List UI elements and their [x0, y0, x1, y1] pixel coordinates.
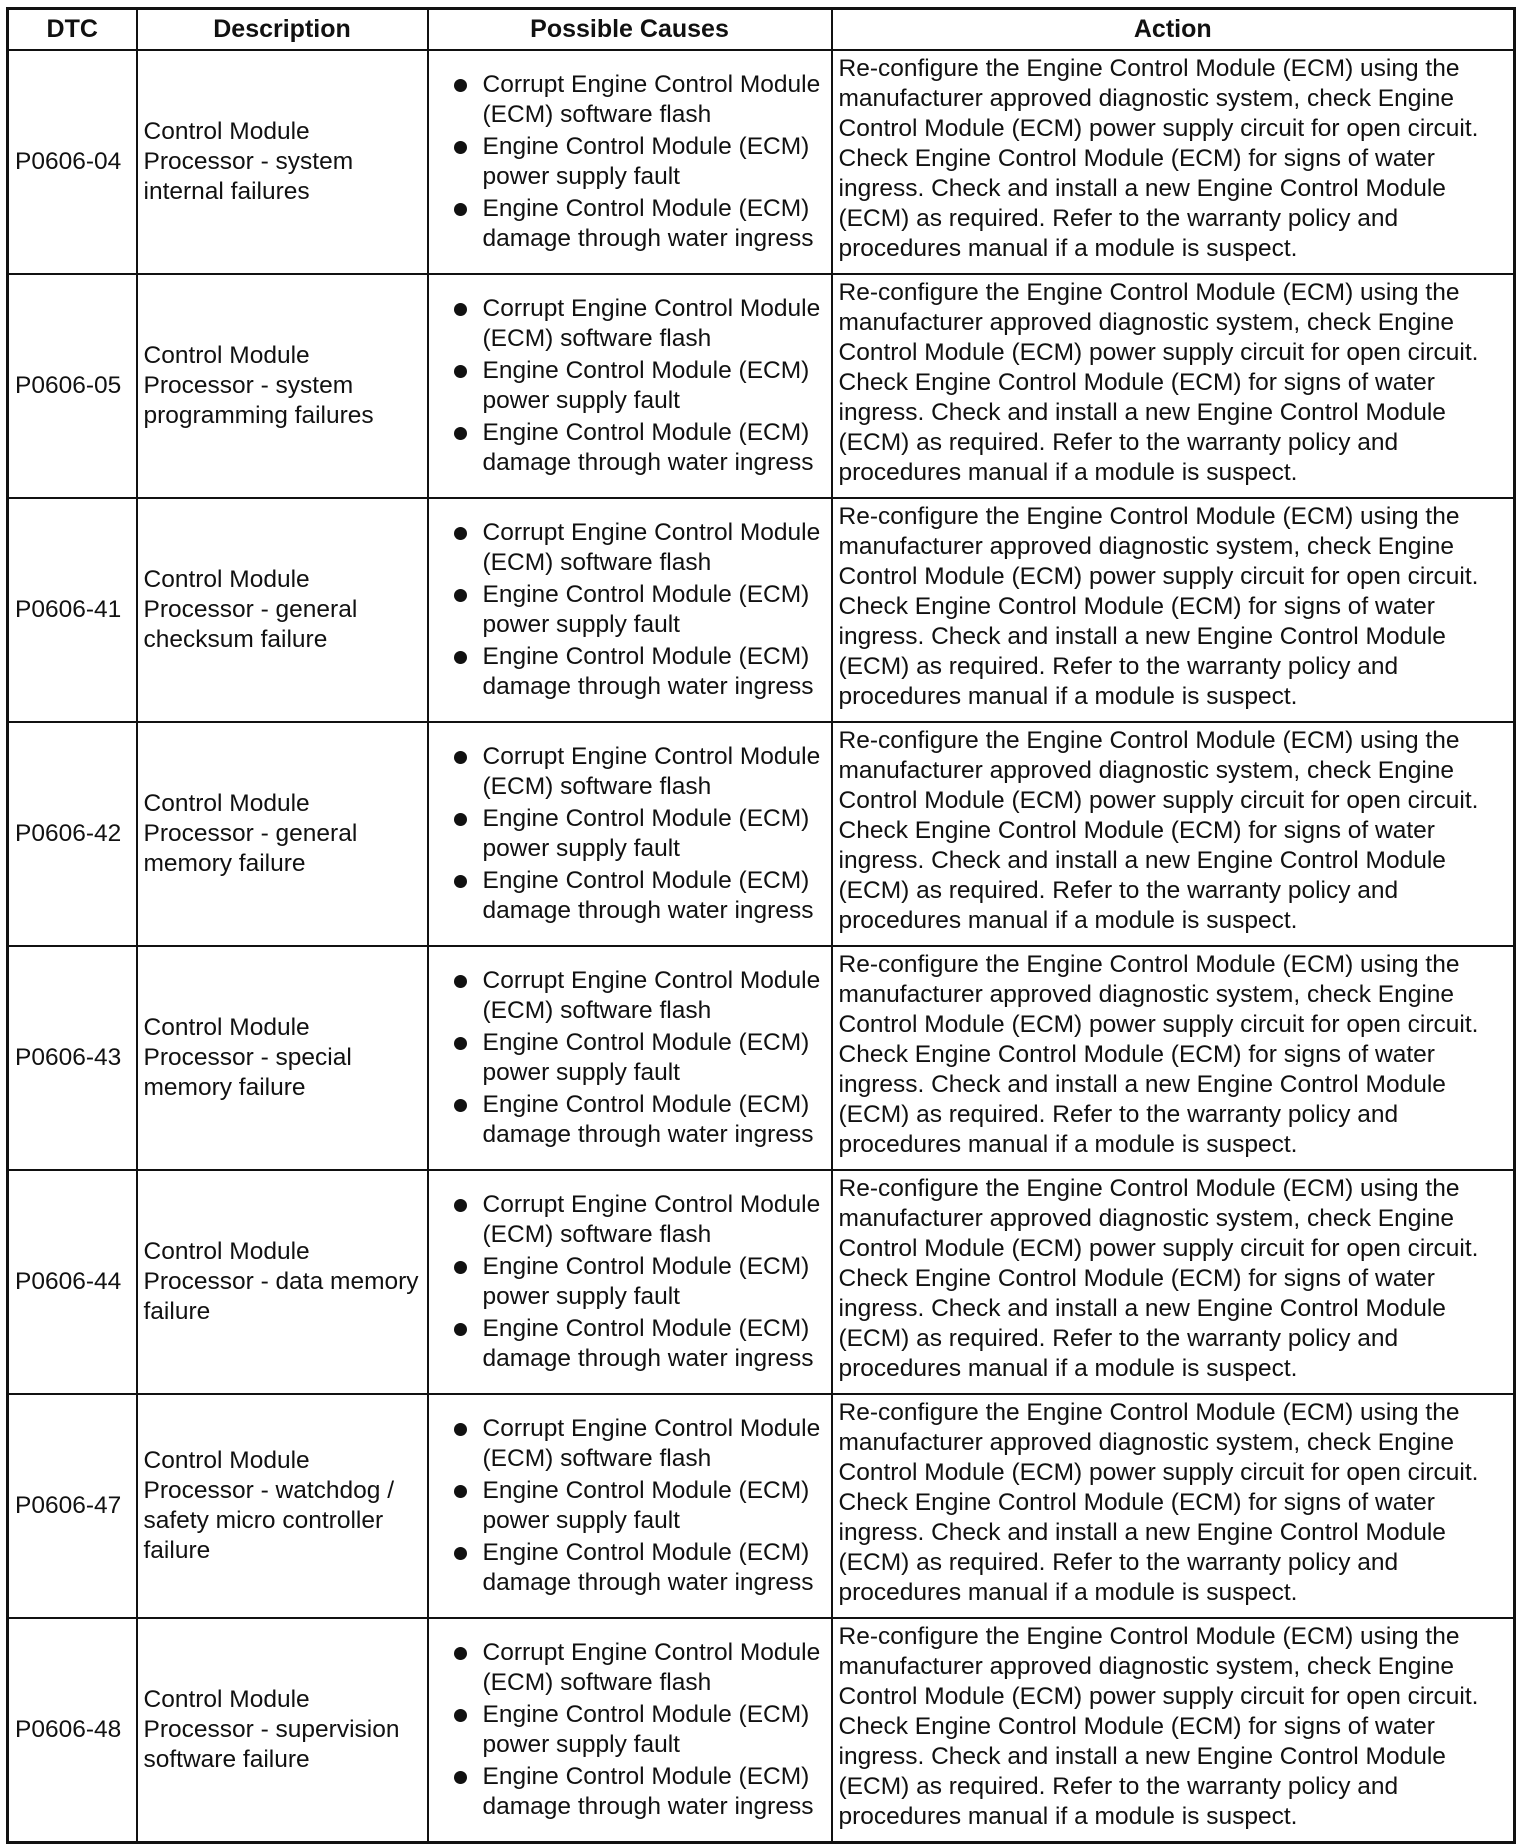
possible-causes-cell [428, 274, 832, 498]
possible-causes-cell [428, 50, 832, 274]
cause-text: Engine Control Module (ECM) power supply fault [482, 1477, 810, 1534]
action-text: Re-configure the Engine Control Module (ECM) using the manufacturer approved diagnostic system, check Engine Control Module (ECM) power supply circuit for open circuit. Check Engine Control Module (ECM) for signs of water ingress. Check and install a new Engine Control Module (ECM) as required. Refer to the warranty policy and procedures manual if a module is suspect. [832, 1170, 1515, 1394]
cause-item [451, 1476, 827, 1536]
cause-text: Engine Control Module (ECM) power supply fault [482, 805, 810, 862]
cause-list [451, 742, 827, 926]
cause-item [451, 1252, 827, 1312]
cause-text: Engine Control Module (ECM) damage through water ingress [482, 195, 814, 252]
cause-item [451, 1190, 827, 1250]
cause-item [451, 356, 827, 416]
table-row [8, 1394, 1515, 1618]
cause-list [451, 1414, 827, 1598]
cause-item [451, 1028, 827, 1088]
cause-list [451, 966, 827, 1150]
cause-text: Corrupt Engine Control Module (ECM) software flash [482, 1639, 821, 1696]
cause-item [451, 580, 827, 640]
table-row [8, 722, 1515, 946]
dtc-table [6, 7, 1516, 1844]
cause-text: Engine Control Module (ECM) power supply fault [482, 581, 810, 638]
bullet-icon [454, 1423, 467, 1436]
bullet-icon [454, 1709, 467, 1722]
cause-text: Corrupt Engine Control Module (ECM) software flash [482, 1191, 821, 1248]
possible-causes-cell [428, 722, 832, 946]
cause-text: Engine Control Module (ECM) damage through water ingress [482, 643, 814, 700]
cause-list [451, 1190, 827, 1374]
cause-text: Engine Control Module (ECM) damage through water ingress [482, 1091, 814, 1148]
cause-text: Engine Control Module (ECM) damage through water ingress [482, 1763, 814, 1820]
dtc-description: Control Module Processor - special memory failure [137, 946, 428, 1170]
possible-causes-cell [428, 1618, 832, 1843]
possible-causes-cell [428, 1394, 832, 1618]
cause-item [451, 1762, 827, 1822]
cause-text: Engine Control Module (ECM) power supply fault [482, 1029, 810, 1086]
cause-text: Engine Control Module (ECM) damage through water ingress [482, 1315, 814, 1372]
header-possible-causes: Possible Causes [428, 9, 832, 51]
cause-item [451, 418, 827, 478]
header-dtc: DTC [8, 9, 137, 51]
bullet-icon [454, 1485, 467, 1498]
bullet-icon [454, 427, 467, 440]
bullet-icon [454, 527, 467, 540]
cause-item [451, 70, 827, 130]
header-description: Description [137, 9, 428, 51]
cause-list [451, 294, 827, 478]
dtc-description: Control Module Processor - supervision software failure [137, 1618, 428, 1843]
dtc-code: P0606-43 [8, 946, 137, 1170]
bullet-icon [454, 203, 467, 216]
cause-item [451, 804, 827, 864]
header-action: Action [832, 9, 1515, 51]
bullet-icon [454, 1199, 467, 1212]
cause-item [451, 518, 827, 578]
bullet-icon [454, 79, 467, 92]
action-text: Re-configure the Engine Control Module (ECM) using the manufacturer approved diagnostic system, check Engine Control Module (ECM) power supply circuit for open circuit. Check Engine Control Module (ECM) for signs of water ingress. Check and install a new Engine Control Module (ECM) as required. Refer to the warranty policy and procedures manual if a module is suspect. [832, 946, 1515, 1170]
bullet-icon [454, 875, 467, 888]
dtc-code: P0606-41 [8, 498, 137, 722]
dtc-code: P0606-47 [8, 1394, 137, 1618]
cause-text: Corrupt Engine Control Module (ECM) software flash [482, 519, 821, 576]
possible-causes-cell [428, 498, 832, 722]
bullet-icon [454, 975, 467, 988]
bullet-icon [454, 303, 467, 316]
cause-item [451, 1090, 827, 1150]
bullet-icon [454, 1323, 467, 1336]
cause-item [451, 1314, 827, 1374]
dtc-description: Control Module Processor - system programming failures [137, 274, 428, 498]
table-row [8, 274, 1515, 498]
table-row [8, 946, 1515, 1170]
dtc-description: Control Module Processor - data memory failure [137, 1170, 428, 1394]
dtc-code: P0606-42 [8, 722, 137, 946]
dtc-description: Control Module Processor - watchdog / safety micro controller failure [137, 1394, 428, 1618]
cause-item [451, 194, 827, 254]
bullet-icon [454, 1647, 467, 1660]
cause-list [451, 70, 827, 254]
dtc-description: Control Module Processor - system internal failures [137, 50, 428, 274]
dtc-code: P0606-48 [8, 1618, 137, 1843]
dtc-code: P0606-44 [8, 1170, 137, 1394]
table-row [8, 1618, 1515, 1843]
dtc-description: Control Module Processor - general checksum failure [137, 498, 428, 722]
action-text: Re-configure the Engine Control Module (ECM) using the manufacturer approved diagnostic system, check Engine Control Module (ECM) power supply circuit for open circuit. Check Engine Control Module (ECM) for signs of water ingress. Check and install a new Engine Control Module (ECM) as required. Refer to the warranty policy and procedures manual if a module is suspect. [832, 1394, 1515, 1618]
cause-item [451, 132, 827, 192]
dtc-code: P0606-04 [8, 50, 137, 274]
bullet-icon [454, 589, 467, 602]
bullet-icon [454, 1037, 467, 1050]
header-row [8, 9, 1515, 51]
cause-text: Engine Control Module (ECM) damage through water ingress [482, 1539, 814, 1596]
cause-item [451, 1414, 827, 1474]
cause-item [451, 966, 827, 1026]
cause-item [451, 1700, 827, 1760]
possible-causes-cell [428, 946, 832, 1170]
table-body [8, 50, 1515, 1843]
bullet-icon [454, 1547, 467, 1560]
bullet-icon [454, 751, 467, 764]
table-row [8, 1170, 1515, 1394]
bullet-icon [454, 141, 467, 154]
cause-list [451, 1638, 827, 1822]
bullet-icon [454, 813, 467, 826]
action-text: Re-configure the Engine Control Module (ECM) using the manufacturer approved diagnostic system, check Engine Control Module (ECM) power supply circuit for open circuit. Check Engine Control Module (ECM) for signs of water ingress. Check and install a new Engine Control Module (ECM) as required. Refer to the warranty policy and procedures manual if a module is suspect. [832, 498, 1515, 722]
cause-item [451, 294, 827, 354]
cause-item [451, 866, 827, 926]
cause-list [451, 518, 827, 702]
cause-text: Engine Control Module (ECM) power supply fault [482, 1253, 810, 1310]
bullet-icon [454, 1261, 467, 1274]
possible-causes-cell [428, 1170, 832, 1394]
cause-item [451, 642, 827, 702]
cause-text: Corrupt Engine Control Module (ECM) software flash [482, 967, 821, 1024]
cause-text: Corrupt Engine Control Module (ECM) software flash [482, 295, 821, 352]
cause-text: Corrupt Engine Control Module (ECM) software flash [482, 1415, 821, 1472]
cause-item [451, 742, 827, 802]
cause-item [451, 1638, 827, 1698]
bullet-icon [454, 1099, 467, 1112]
table-header [8, 9, 1515, 51]
cause-text: Corrupt Engine Control Module (ECM) software flash [482, 743, 821, 800]
dtc-code: P0606-05 [8, 274, 137, 498]
action-text: Re-configure the Engine Control Module (ECM) using the manufacturer approved diagnostic system, check Engine Control Module (ECM) power supply circuit for open circuit. Check Engine Control Module (ECM) for signs of water ingress. Check and install a new Engine Control Module (ECM) as required. Refer to the warranty policy and procedures manual if a module is suspect. [832, 1618, 1515, 1843]
cause-text: Engine Control Module (ECM) power supply fault [482, 133, 810, 190]
action-text: Re-configure the Engine Control Module (ECM) using the manufacturer approved diagnostic system, check Engine Control Module (ECM) power supply circuit for open circuit. Check Engine Control Module (ECM) for signs of water ingress. Check and install a new Engine Control Module (ECM) as required. Refer to the warranty policy and procedures manual if a module is suspect. [832, 274, 1515, 498]
dtc-description: Control Module Processor - general memory failure [137, 722, 428, 946]
bullet-icon [454, 651, 467, 664]
cause-text: Engine Control Module (ECM) power supply fault [482, 357, 810, 414]
table-row [8, 50, 1515, 274]
cause-text: Engine Control Module (ECM) damage through water ingress [482, 419, 814, 476]
table-row [8, 498, 1515, 722]
bullet-icon [454, 365, 467, 378]
cause-item [451, 1538, 827, 1598]
action-text: Re-configure the Engine Control Module (ECM) using the manufacturer approved diagnostic system, check Engine Control Module (ECM) power supply circuit for open circuit. Check Engine Control Module (ECM) for signs of water ingress. Check and install a new Engine Control Module (ECM) as required. Refer to the warranty policy and procedures manual if a module is suspect. [832, 50, 1515, 274]
cause-text: Engine Control Module (ECM) damage through water ingress [482, 867, 814, 924]
cause-text: Engine Control Module (ECM) power supply fault [482, 1701, 810, 1758]
cause-text: Corrupt Engine Control Module (ECM) software flash [482, 71, 821, 128]
action-text: Re-configure the Engine Control Module (ECM) using the manufacturer approved diagnostic system, check Engine Control Module (ECM) power supply circuit for open circuit. Check Engine Control Module (ECM) for signs of water ingress. Check and install a new Engine Control Module (ECM) as required. Refer to the warranty policy and procedures manual if a module is suspect. [832, 722, 1515, 946]
bullet-icon [454, 1771, 467, 1784]
